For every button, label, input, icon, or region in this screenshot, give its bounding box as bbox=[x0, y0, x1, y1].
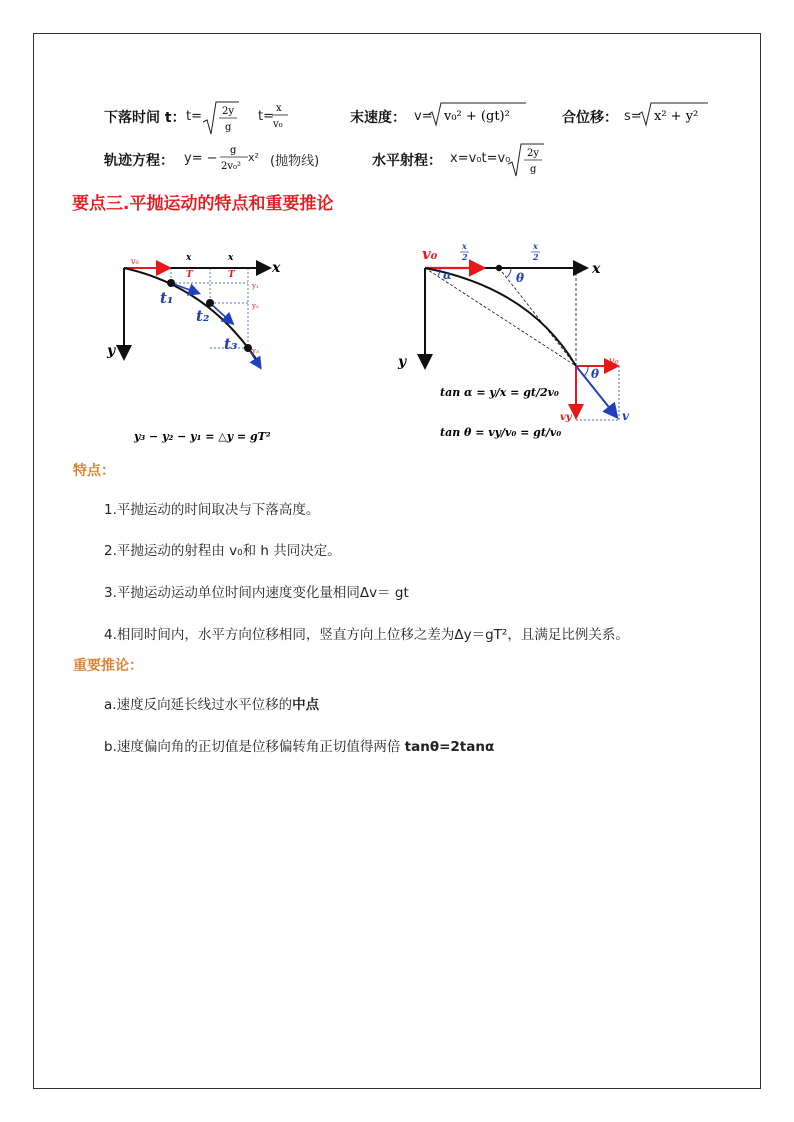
fall-time-den2: v₀ bbox=[273, 119, 283, 130]
inference-a-text: a.速度反向延长线过水平位移的 bbox=[104, 697, 293, 713]
inference-a-bold: 中点 bbox=[292, 697, 320, 713]
fall-time-frac bbox=[271, 98, 291, 134]
left-point-t1 bbox=[167, 279, 175, 287]
right-theta2-label: θ bbox=[591, 367, 600, 381]
right-half1-num: x bbox=[462, 241, 467, 251]
trajectory-num: g bbox=[230, 145, 237, 156]
left-t2-label: t₂ bbox=[196, 307, 210, 325]
final-speed-eq: v= bbox=[414, 109, 433, 124]
range-eq: x=v₀t=v₀ bbox=[450, 151, 511, 166]
trajectory-den: 2v₀² bbox=[221, 161, 242, 172]
left-seg-T1: T bbox=[186, 270, 193, 280]
range-num: 2y bbox=[527, 148, 540, 159]
resultant-disp-sqrt bbox=[638, 100, 710, 128]
left-y1-label: y₁ bbox=[252, 282, 259, 290]
range-label: 水平射程： bbox=[372, 153, 442, 169]
trajectory-frac bbox=[218, 140, 252, 176]
left-x-label: x bbox=[272, 260, 281, 276]
left-point-t3 bbox=[244, 344, 252, 352]
fall-time-den1: g bbox=[225, 122, 232, 133]
feature-item-2: 2.平抛运动的射程由 v₀和 h 共同决定。 bbox=[104, 543, 341, 559]
left-y2-label: y₂ bbox=[252, 302, 259, 310]
right-v0-label: v₀ bbox=[422, 245, 438, 263]
resultant-disp-label: 合位移： bbox=[562, 110, 618, 126]
left-vel-arrow-2 bbox=[210, 303, 232, 323]
right-half2-num: x bbox=[533, 241, 538, 251]
feature-item-1: 1.平抛运动的时间取决与下落高度。 bbox=[104, 502, 320, 518]
inference-b-bold: tanθ=2tanα bbox=[404, 739, 495, 755]
right-theta2-arc bbox=[584, 366, 588, 376]
left-t3-label: t₃ bbox=[224, 335, 238, 353]
inferences-title: 重要推论： bbox=[73, 658, 143, 674]
right-theta1-arc bbox=[507, 268, 511, 277]
left-seg-x2: x bbox=[228, 253, 234, 263]
fall-time-eq1: t= bbox=[186, 109, 202, 124]
inference-a bbox=[104, 693, 319, 713]
final-speed-label: 末速度： bbox=[350, 110, 406, 126]
right-theta1-label: θ bbox=[516, 271, 525, 285]
right-v0-small-label: v₀ bbox=[609, 356, 619, 367]
final-speed-sqrt bbox=[428, 100, 528, 128]
right-x-label: x bbox=[592, 261, 601, 277]
right-half1-den: 2 bbox=[462, 252, 468, 262]
right-tan-alpha: tan α = y/x = gt/2v₀ bbox=[440, 386, 559, 399]
trajectory-label: 轨迹方程： bbox=[104, 153, 174, 169]
trajectory-eq: y= − bbox=[184, 151, 218, 166]
fall-time-num2: x bbox=[276, 103, 282, 114]
section-title: 要点三.平抛运动的特点和重要推论 bbox=[72, 194, 334, 214]
resultant-disp-rad: x² + y² bbox=[654, 109, 699, 124]
feature-item-4: 4.相同时间内，水平方向位移相同，竖直方向上位移之差为Δy＝gT²，且满足比例关系。 bbox=[104, 627, 629, 643]
trajectory-note: (抛物线) bbox=[270, 154, 320, 169]
left-trajectory bbox=[124, 268, 260, 365]
features-title: 特点： bbox=[73, 463, 115, 479]
right-v-label: v bbox=[622, 409, 629, 423]
left-t1-label: t₁ bbox=[160, 289, 174, 307]
left-seg-x1: x bbox=[186, 253, 192, 263]
final-speed-rad: v₀² + (gt)² bbox=[444, 109, 510, 124]
trajectory-tail: x² bbox=[248, 151, 259, 164]
left-seg-T2: T bbox=[228, 270, 235, 280]
left-y-label: y bbox=[107, 343, 116, 359]
resultant-disp-eq: s= bbox=[624, 109, 642, 124]
right-tan-theta: tan θ = vy/v₀ = gt/v₀ bbox=[440, 426, 562, 439]
fall-time-num1: 2y bbox=[222, 106, 235, 117]
inference-b bbox=[104, 735, 494, 755]
right-vy-label: vy bbox=[560, 412, 572, 423]
fall-time-sqrt bbox=[201, 98, 241, 138]
left-v0-label: v₀ bbox=[131, 257, 139, 266]
right-y-label: y bbox=[398, 354, 407, 370]
left-point-t2 bbox=[206, 299, 214, 307]
range-den: g bbox=[530, 164, 537, 175]
right-alpha-label: α bbox=[443, 269, 452, 282]
diagram-right bbox=[390, 238, 650, 453]
fall-time-label: 下落时间 t： bbox=[104, 110, 186, 126]
right-half2-den: 2 bbox=[533, 252, 539, 262]
range-sqrt bbox=[506, 140, 546, 180]
left-formula: y₃ − y₂ − y₁ = △y = gT² bbox=[134, 430, 271, 443]
diagram-left bbox=[100, 245, 300, 450]
feature-item-3: 3.平抛运动运动单位时间内速度变化量相同Δv＝ gt bbox=[104, 585, 409, 601]
right-dash-lines bbox=[425, 268, 576, 366]
inference-b-text: b.速度偏向角的正切值是位移偏转角正切值得两倍 bbox=[104, 739, 405, 755]
left-y3-label: y₃ bbox=[252, 347, 259, 355]
fall-time-eq2: t= bbox=[258, 109, 274, 124]
